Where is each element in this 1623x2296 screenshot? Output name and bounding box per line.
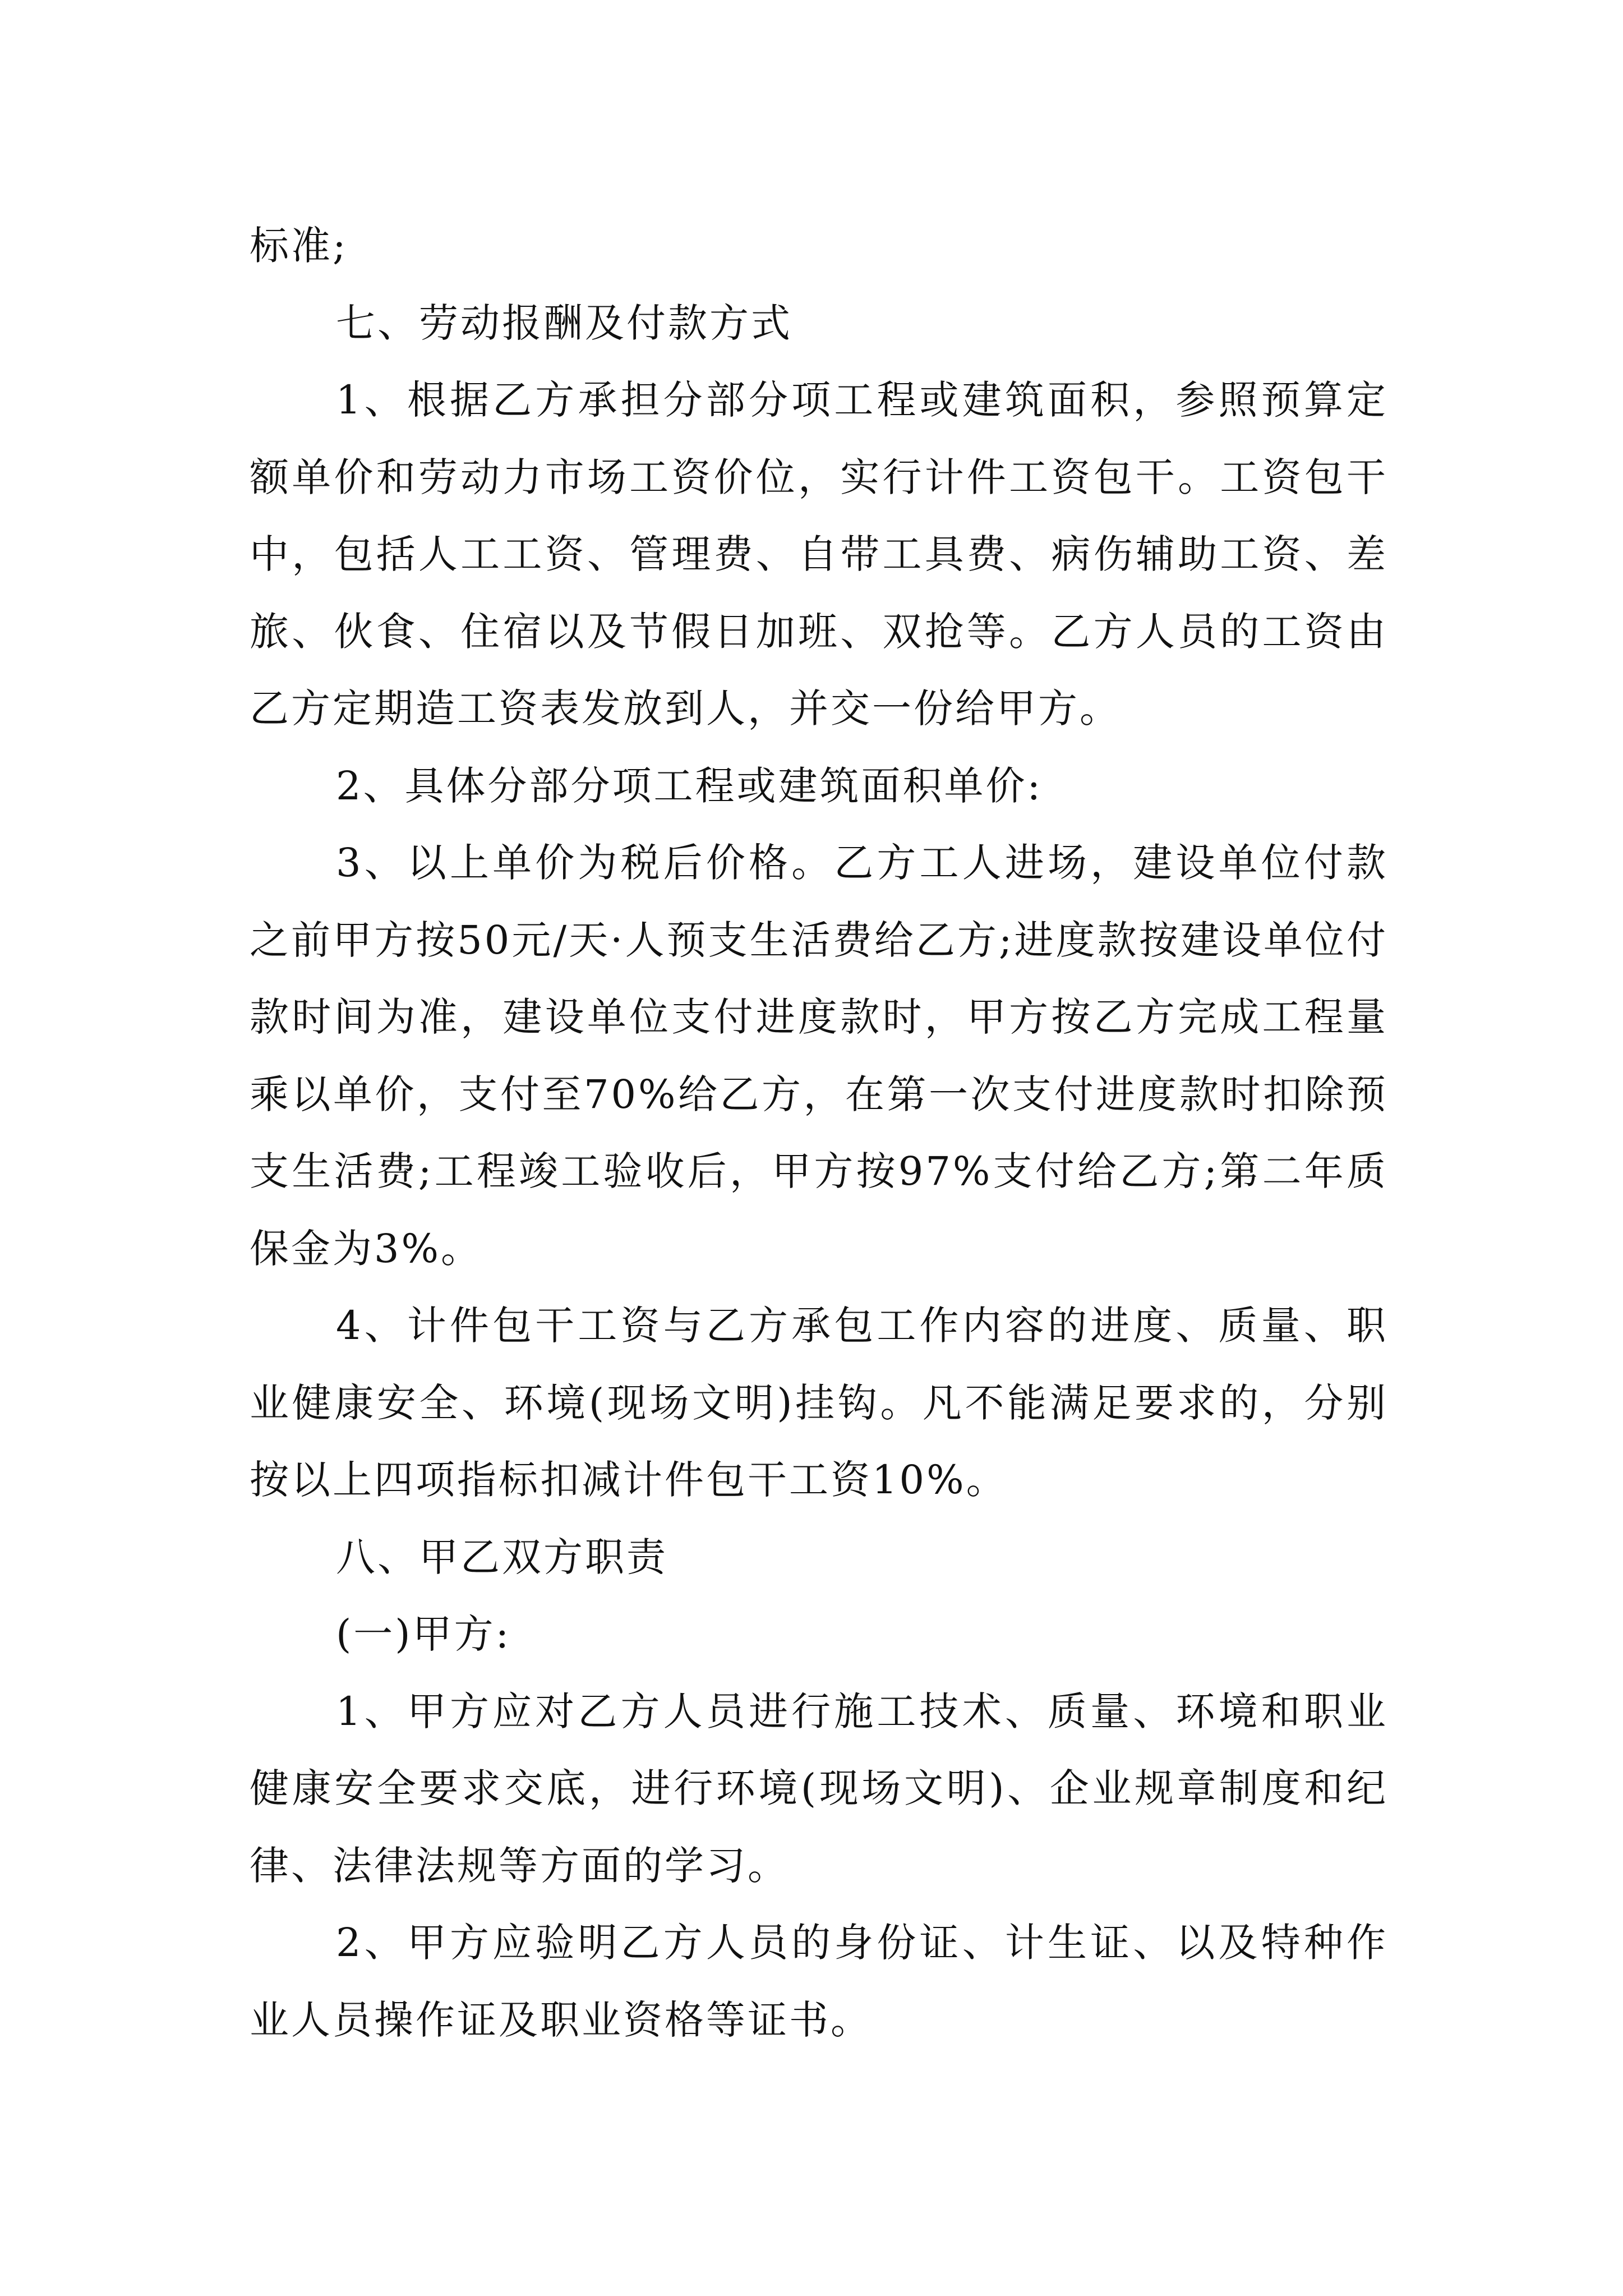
paragraph-unit-price: 2、具体分部分项工程或建筑面积单价:	[336, 762, 1043, 809]
paragraph-wage-basis: 1、根据乙方承担分部分项工程或建筑面积，参照预算定额单价和劳动力市场工资价位，实行计件工资包干。工资包干中，包括人工工资、管理费、自带工具费、病伤辅助工资、差旅、伙食、住宿以及节假日加班、双抢等。乙方人员的工资由乙方定期造工资表发放到人，并交一份给甲方。	[250, 377, 1388, 731]
paragraph-party-a-verification: 2、甲方应验明乙方人员的身份证、计生证、以及特种作业人员操作证及职业资格等证书。	[250, 1920, 1388, 2043]
paragraph-payment-terms: 3、以上单价为税后价格。乙方工人进场，建设单位付款之前甲方按50元/天·人预支生活费给乙方;进度款按建设单位付款时间为准，建设单位支付进度款时，甲方按乙方完成工程量乘以单价，支付至70%给乙方，在第一次支付进度款时扣除预支生活费;工程竣工验收后，甲方按97%支付给乙方;第二年质保金为3%。	[250, 840, 1388, 1272]
paragraph-standard-end: 标准;	[250, 223, 348, 269]
paragraph-party-a-training: 1、甲方应对乙方人员进行施工技术、质量、环境和职业健康安全要求交底，进行环境(现场文明)、企业规章制度和纪律、法律法规等方面的学习。	[250, 1688, 1388, 1889]
subsection-heading-party-a: (一)甲方:	[336, 1611, 511, 1657]
section-heading-remuneration: 七、劳动报酬及付款方式	[336, 300, 792, 346]
section-heading-responsibilities: 八、甲乙双方职责	[336, 1534, 668, 1580]
document-body	[250, 208, 1388, 2059]
paragraph-wage-deduction: 4、计件包干工资与乙方承包工作内容的进度、质量、职业健康安全、环境(现场文明)挂钩。凡不能满足要求的，分别按以上四项指标扣减计件包干工资10%。	[250, 1303, 1388, 1503]
